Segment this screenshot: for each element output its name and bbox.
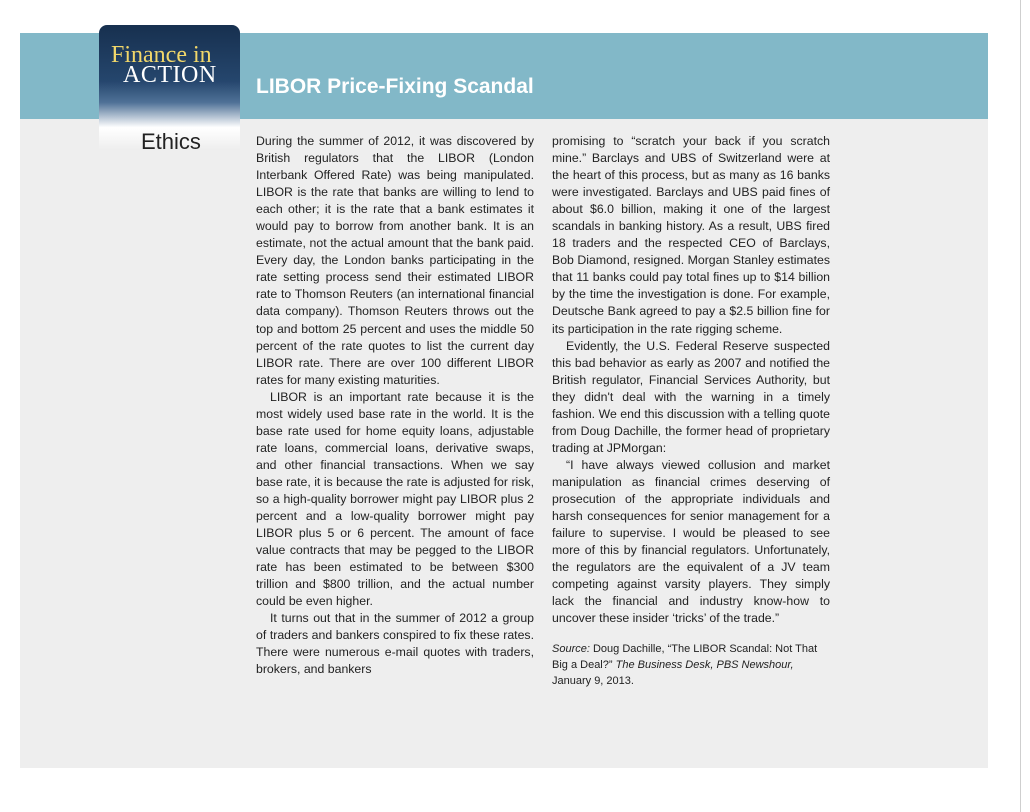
badge-line-1: Finance in: [111, 42, 212, 68]
paragraph: It turns out that in the summer of 2012 a group of traders and bankers conspired to fix these rates. There were numerous e-mail quotes with traders, brokers, and bankers: [256, 611, 534, 677]
source-text: Doug Dachille, “The LIBOR Scandal: Not That Big a Deal?”: [552, 643, 818, 672]
paragraph: LIBOR is an important rate because it is the most widely used base rate in the world. It is the base rate used for home equity loans, adjustable rate loans, commercial loans, derivative swaps, and other financial transactions. When we say base rate, it is because the rate is adjusted for risk, so a high-quality borrower might pay LIBOR plus 2 percent and a low-quality borrower might pay LIBOR plus 5 or 6 percent. The amount of face value contracts that may be pegged to the LIBOR rate has been estimated to be between $300 trillion and $800 trillion, and the actual number could be even higher.: [256, 389, 534, 609]
source-date: January 9, 2013.: [552, 675, 634, 688]
text-column-2: [552, 133, 830, 689]
source-publication: The Business Desk, PBS Newshour,: [615, 659, 794, 672]
paragraph: During the summer of 2012, it was discovered by British regulators that the LIBOR (London Interbank Offered Rate) was being manipulated. LIBOR is the rate that banks are willing to lend to each other; it is the rate that a bank estimates it would pay to borrow from another bank. It is an estimate, not the actual amount that the bank paid. Every day, the London banks participating in the rate setting process send their estimated LIBOR rate to Thomson Reuters (an international financial data company). Thomson Reuters throws out the top and bottom 25 percent and uses the middle 50 percent of the rate quotes to list the current day LIBOR rate. There are over 100 different LIBOR rates for many existing maturities.: [256, 134, 534, 387]
text-column-1: [256, 133, 534, 679]
finance-in-action-box: [20, 33, 988, 768]
source-citation: [552, 641, 830, 689]
scrollbar-edge: [1020, 0, 1030, 812]
category-label: Ethics: [141, 129, 201, 154]
paragraph: promising to “scratch your back if you scratch mine.” Barclays and UBS of Switzerland were at the heart of this process, but as many as 16 banks were investigated. Barclays and UBS paid fines of about $6.0 billion, making it one of the largest scandals in banking history. As a result, UBS fired 18 traders and the respected CEO of Barclays, Bob Diamond, resigned. Morgan Stanley estimates that 11 banks could pay total fines up to $14 billion by the time the investigation is done. For example, Deutsche Bank agreed to pay a $2.5 billion fine for its participation in the rate rigging scheme.: [552, 134, 830, 336]
badge-line-2: ACTION: [123, 62, 217, 88]
paragraph: Evidently, the U.S. Federal Reserve suspected this bad behavior as early as 2007 and notified the British regulator, Financial Services Authority, but they didn't deal with the warning in a timely fashion. We end this discussion with a telling quote from Doug Dachille, the former head of proprietary trading at JPMorgan:: [552, 338, 830, 455]
box-title: LIBOR Price-Fixing Scandal: [256, 75, 534, 98]
source-label: Source:: [552, 643, 590, 656]
quote-paragraph: “I have always viewed collusion and market manipulation as financial crimes deserving of prosecution of the appropriate individuals and harsh consequences for senior management for a failure to supervise. I would be pleased to see more of this by financial regulators. Unfortunately, the regulators are the equivalent of a JV team competing against varsity players. They simply lack the financial and industry know-how to uncover these insider ‘tricks’ of the trade.”: [552, 457, 830, 626]
